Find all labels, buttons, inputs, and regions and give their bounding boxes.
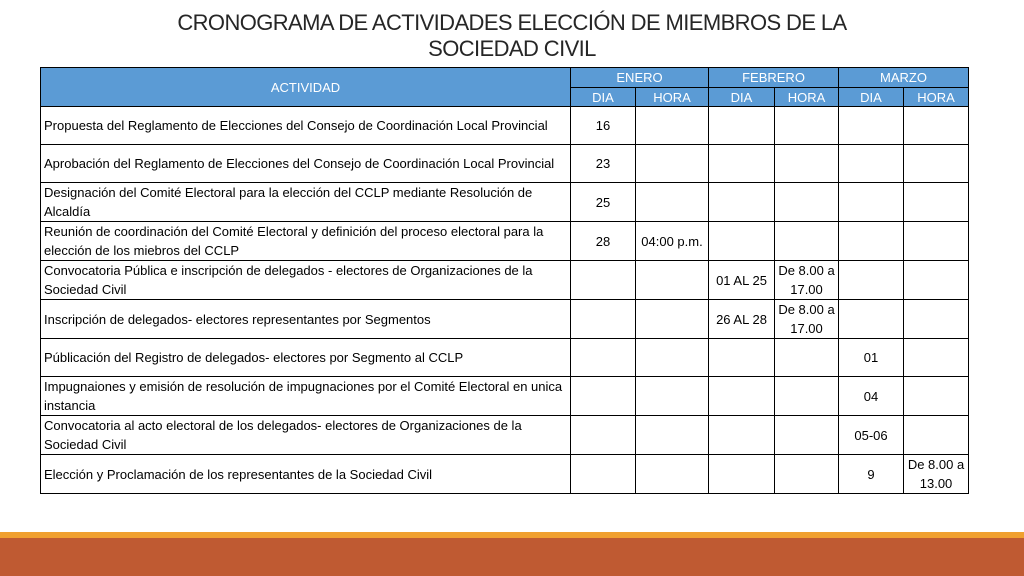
month-header-enero: ENERO (571, 68, 709, 88)
cell-marzo-dia (839, 222, 904, 261)
cell-marzo-hora (904, 183, 969, 222)
subheader-dia: DIA (709, 88, 775, 107)
schedule-table (40, 67, 969, 494)
subheader-hora: HORA (636, 88, 709, 107)
subheader-dia: DIA (571, 88, 636, 107)
subheader-hora: HORA (775, 88, 839, 107)
activity-cell: Aprobación del Reglamento de Elecciones del Consejo de Coordinación Local Provincial (41, 145, 571, 183)
cell-febrero-dia (709, 145, 775, 183)
cell-marzo-dia: 01 (839, 339, 904, 377)
cell-enero-dia (571, 261, 636, 300)
cell-febrero-dia: 01 AL 25 (709, 261, 775, 300)
activity-cell: Públicación del Registro de delegados- electores por Segmento al CCLP (41, 339, 571, 377)
activity-cell: Convocatoria Pública e inscripción de delegados - electores de Organizaciones de la Sociedad Civil (41, 261, 571, 300)
cell-febrero-hora (775, 145, 839, 183)
cell-enero-dia (571, 377, 636, 416)
slide-title-line-2: SOCIEDAD CIVIL (428, 36, 596, 61)
cell-marzo-dia (839, 261, 904, 300)
cell-marzo-hora (904, 300, 969, 339)
activity-cell: Propuesta del Reglamento de Elecciones del Consejo de Coordinación Local Provincial (41, 107, 571, 145)
table-row (41, 416, 969, 455)
cell-febrero-hora: De 8.00 a 17.00 (775, 261, 839, 300)
cell-marzo-dia (839, 107, 904, 145)
cell-enero-dia: 23 (571, 145, 636, 183)
table-row (41, 377, 969, 416)
month-header-febrero: FEBRERO (709, 68, 839, 88)
cell-marzo-hora (904, 339, 969, 377)
subheader-dia: DIA (839, 88, 904, 107)
cell-febrero-dia: 26 AL 28 (709, 300, 775, 339)
subheader-hora: HORA (904, 88, 969, 107)
cell-febrero-dia (709, 339, 775, 377)
cell-marzo-hora (904, 261, 969, 300)
activity-header: ACTIVIDAD (41, 68, 571, 107)
table-row (41, 222, 969, 261)
cell-febrero-dia (709, 416, 775, 455)
slide-title-line-1: CRONOGRAMA DE ACTIVIDADES ELECCIÓN DE MIEMBROS DE LA (177, 10, 847, 35)
cell-febrero-hora: De 8.00 a 17.00 (775, 300, 839, 339)
cell-enero-hora (636, 339, 709, 377)
cell-enero-dia (571, 300, 636, 339)
table-row (41, 145, 969, 183)
cell-febrero-hora (775, 416, 839, 455)
cell-marzo-hora (904, 222, 969, 261)
cell-marzo-hora (904, 416, 969, 455)
cell-febrero-dia (709, 222, 775, 261)
cell-marzo-dia (839, 300, 904, 339)
table-row (41, 339, 969, 377)
activity-cell: Convocatoria al acto electoral de los delegados- electores de Organizaciones de la Sociedad Civil (41, 416, 571, 455)
cell-marzo-hora (904, 377, 969, 416)
table-row (41, 455, 969, 494)
cell-enero-dia (571, 416, 636, 455)
activity-cell: Impugnaiones y emisión de resolución de impugnaciones por el Comité Electoral en unica instancia (41, 377, 571, 416)
activity-cell: Designación del Comité Electoral para la elección del CCLP mediante Resolución de Alcaldía (41, 183, 571, 222)
cell-febrero-hora (775, 455, 839, 494)
cell-enero-hora (636, 145, 709, 183)
cell-marzo-dia (839, 183, 904, 222)
cell-marzo-dia: 04 (839, 377, 904, 416)
cell-enero-hora (636, 261, 709, 300)
table-row (41, 261, 969, 300)
cell-enero-hora (636, 183, 709, 222)
cell-febrero-hora (775, 222, 839, 261)
footer-bar (0, 538, 1024, 576)
activity-cell: Inscripción de delegados- electores representantes por Segmentos (41, 300, 571, 339)
slide-title (40, 10, 984, 62)
cell-enero-hora (636, 377, 709, 416)
schedule-body (41, 107, 969, 494)
cell-enero-dia (571, 339, 636, 377)
cell-febrero-hora (775, 377, 839, 416)
cell-enero-hora (636, 455, 709, 494)
cell-febrero-hora (775, 183, 839, 222)
cell-febrero-dia (709, 455, 775, 494)
cell-febrero-hora (775, 107, 839, 145)
cell-marzo-dia: 9 (839, 455, 904, 494)
cell-febrero-dia (709, 377, 775, 416)
cell-enero-dia: 16 (571, 107, 636, 145)
table-row (41, 300, 969, 339)
month-header-marzo: MARZO (839, 68, 969, 88)
activity-cell: Elección y Proclamación de los representantes de la Sociedad Civil (41, 455, 571, 494)
cell-febrero-hora (775, 339, 839, 377)
cell-febrero-dia (709, 183, 775, 222)
cell-enero-dia: 25 (571, 183, 636, 222)
cell-enero-hora: 04:00 p.m. (636, 222, 709, 261)
header-row-months (41, 68, 969, 88)
table-row (41, 183, 969, 222)
cell-enero-hora (636, 107, 709, 145)
cell-enero-dia: 28 (571, 222, 636, 261)
cell-febrero-dia (709, 107, 775, 145)
cell-enero-dia (571, 455, 636, 494)
cell-marzo-hora: De 8.00 a 13.00 (904, 455, 969, 494)
cell-enero-hora (636, 300, 709, 339)
cell-marzo-hora (904, 107, 969, 145)
activity-cell: Reunión de coordinación del Comité Electoral y definición del proceso electoral para la elección de los miebros del CCLP (41, 222, 571, 261)
cell-marzo-dia (839, 145, 904, 183)
table-row (41, 107, 969, 145)
cell-enero-hora (636, 416, 709, 455)
cell-marzo-hora (904, 145, 969, 183)
cell-marzo-dia: 05-06 (839, 416, 904, 455)
